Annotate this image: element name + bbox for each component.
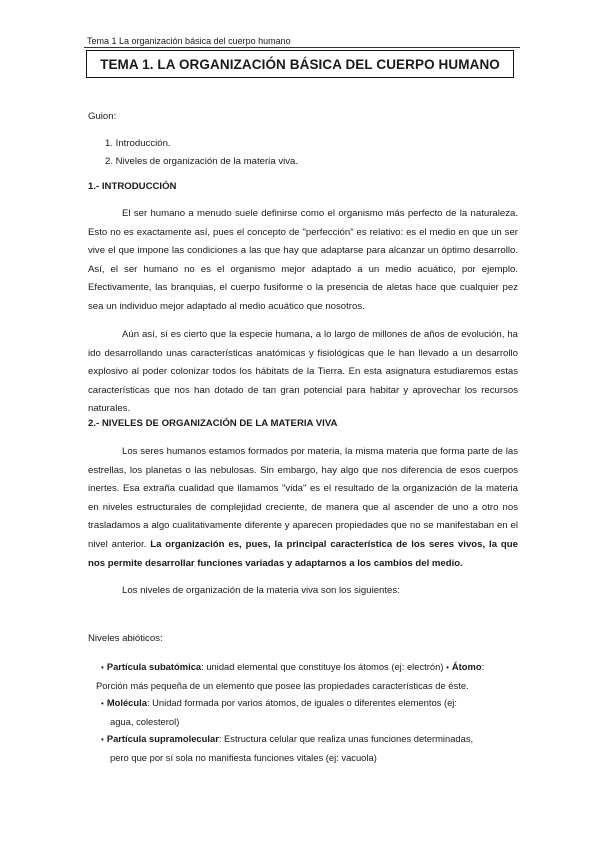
document-title: TEMA 1. LA ORGANIZACIÓN BÁSICA DEL CUERPO HUMANO bbox=[100, 56, 500, 72]
paragraph: Los niveles de organización de la materia viva son los siguientes: bbox=[122, 585, 400, 596]
running-header: Tema 1 La organización básica del cuerpo humano bbox=[87, 36, 291, 46]
paragraph: El ser humano a menudo suele definirse como el organismo más perfecto de la naturaleza. Esto no es exactamente así, pues el concepto de "perfección" es relativo: es el medio en que un ser vive el que impone las condiciones a las que hay que adaptarse para alcanzar un óptimo desarrollo. Así, el ser humano no es el organismo mejor adaptado a un medio acuático, por ejemplo. Efectivamente, las branquias, el cuerpo fusiforme o la presencia de aletas hace que cualquier pez sea un individuo mejor adaptado al medio acuático que nosotros. bbox=[88, 208, 518, 312]
guion-item: 2. Niveles de organización de la materia viva. bbox=[105, 156, 299, 167]
bullet-icon: • bbox=[101, 663, 104, 672]
term: Partícula supramolecular bbox=[106, 733, 219, 745]
section-heading-introduccion: 1.- INTRODUCCIÓN bbox=[88, 181, 177, 192]
list-item bbox=[101, 730, 521, 749]
paragraph bbox=[88, 443, 518, 573]
list-item bbox=[101, 658, 521, 677]
term-text: : Unidad formada por varios átomos, de iguales o diferentes elementos (ej: bbox=[146, 697, 457, 709]
term: Átomo bbox=[451, 661, 482, 672]
list-item-continuation: Porción más pequeña de un elemento que posee las propiedades características de éste. bbox=[96, 679, 469, 691]
bullet-icon: • bbox=[101, 735, 104, 745]
list-item-continuation: pero que por sí sola no manifiesta funciones vitales (ej: vacuola) bbox=[110, 751, 377, 763]
list-item bbox=[101, 694, 521, 713]
term: Partícula subatómica bbox=[106, 661, 202, 672]
header-rule bbox=[84, 47, 520, 48]
paragraph-bold-text: La organización es, pues, la principal característica de los seres vivos, la que nos permite desarrollar funciones variadas y adaptarnos a los cambios del medio. bbox=[88, 538, 518, 569]
paragraph: Aún así, sí es cierto que la especie humana, a lo largo de millones de años de evolución, ha ido desarrollando unas características anatómicas y fisiológicas que le han llevado a un desarrollo explosivo al poder colonizar todos los hábitats de la Tierra. En esta asignatura estudiaremos estas características que nos han dotado de tan gran potencial para habitar y aprovechar los recursos naturales. bbox=[88, 329, 518, 415]
title-box bbox=[86, 50, 514, 78]
bullet-icon: • bbox=[101, 699, 104, 709]
term: Molécula bbox=[106, 697, 147, 709]
bullet-icon: • bbox=[446, 663, 449, 672]
paragraph-text: Los seres humanos estamos formados por materia, la misma materia que forma parte de las estrellas, los planetas o las nebulosas. Sin embargo, hay algo que nos diferencia de esos cuerpos inertes. Esa extraña cualidad que llamamos "vida" es el resultado de la organización de la materia en niveles estructurales de complejidad creciente, de manera que al ascender de uno a otro nos trasladamos a algo cualitativamente diferente y aparecen propiedades que no se manifestaban en el nivel anterior. bbox=[88, 446, 518, 550]
guion-list bbox=[105, 135, 298, 171]
bullet-list bbox=[96, 658, 521, 767]
niveles-label: Niveles abióticos: bbox=[88, 633, 163, 644]
term-text: : Estructura celular que realiza unas funciones determinadas, bbox=[218, 733, 474, 745]
guion-item: 1. Introducción. bbox=[105, 138, 171, 149]
term-text: : bbox=[481, 661, 485, 672]
term-text: : unidad elemental que constituye los átomos (ej: electrón) bbox=[201, 661, 444, 672]
guion-label: Guion: bbox=[88, 111, 117, 122]
section-heading-niveles: 2.- NIVELES DE ORGANIZACIÓN DE LA MATERIA VIVA bbox=[88, 418, 338, 429]
list-item-continuation: agua, colesterol) bbox=[110, 715, 180, 727]
